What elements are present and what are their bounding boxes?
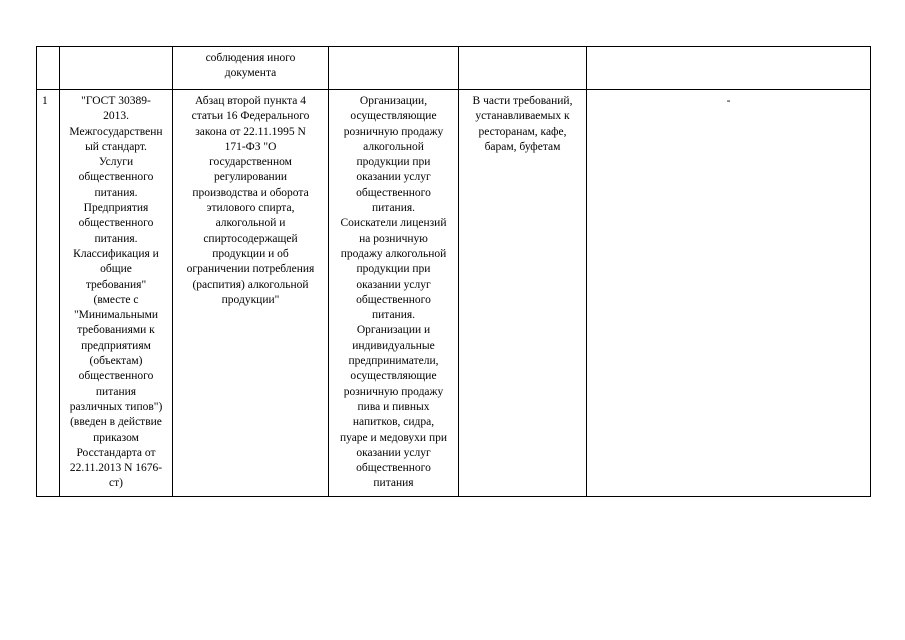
regulation-table <box>36 46 871 497</box>
cell-text: 1 <box>42 95 48 107</box>
cell-legal-norm <box>173 90 329 497</box>
cell-scope <box>459 90 587 497</box>
cell-number <box>37 47 60 90</box>
cell-conditions <box>587 47 871 90</box>
cell-subjects <box>329 90 459 497</box>
cell-scope <box>459 47 587 90</box>
table-row <box>37 90 871 497</box>
cell-text: соблюдения иного документа <box>205 52 296 80</box>
cell-text: Абзац второй пункта 4 статьи 16 Федерального закона от 22.11.1995 N 171-ФЗ "О государственном регулировании производства и оборота этилового спирта, алкогольной и спиртосодержащей продукции и об ограничении потребления (распития) алкогольной продукции" <box>186 95 315 306</box>
cell-subjects <box>329 47 459 90</box>
cell-text: "ГОСТ 30389- 2013. Межгосударственн ый стандарт. Услуги общественного питания. Предприятия общественного питания. Классификация и общие требования" (вместе с "Минимальными требованиями к предприятиям (объектам) общественного питания различных типов") (введен в действие приказом Росстандарта от 22.11.2013 N 1676- ст) <box>69 95 163 490</box>
cell-document <box>60 47 173 90</box>
table-row-continuation <box>37 47 871 90</box>
cell-conditions <box>587 90 871 497</box>
cell-number <box>37 90 60 497</box>
cell-document <box>60 90 173 497</box>
cell-text: В части требований, устанавливаемых к ресторанам, кафе, барам, буфетам <box>472 95 573 153</box>
cell-text: Организации, осуществляющие розничную продажу алкогольной продукции при оказании услуг общественного питания. Соискатели лицензий на розничную продажу алкогольной продукции при оказании услуг общественного питания. Организации и индивидуальные предприниматели, осуществляющие розничную продажу пива и пивных напитков, сидра, пуаре и медовухи при оказании услуг общественного питания <box>339 95 448 490</box>
cell-text: - <box>726 95 731 107</box>
cell-legal-norm <box>173 47 329 90</box>
